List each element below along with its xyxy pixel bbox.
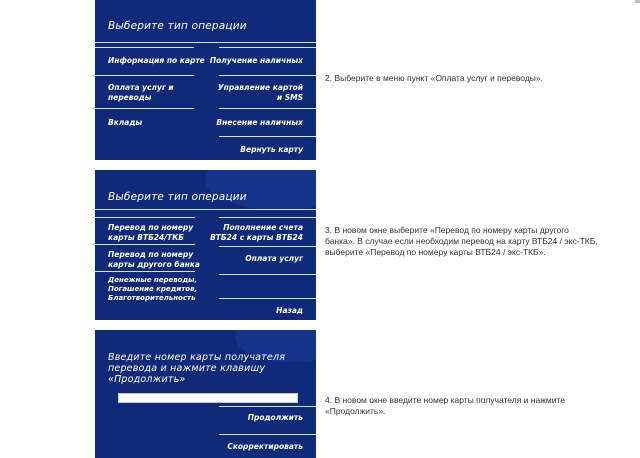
back-button[interactable]: Назад [276,306,303,315]
screen-title: Выберите тип операции [108,191,247,203]
divider [219,47,316,48]
screen-title: Введите номер карты получателя перевода и нажмите клавишу «Продолжить» [108,352,286,385]
divider [95,209,316,210]
top-edge-mark [635,0,640,3]
transfer-vtb24-card-button[interactable]: Перевод по номеру карты ВТБ24/ТКБ [108,223,194,242]
atm-screen-payment-type [95,170,316,320]
return-card-button[interactable]: Вернуть карту [240,145,303,154]
divider [95,108,194,109]
divider [219,108,316,109]
continue-button[interactable]: Продолжить [247,413,303,422]
divider [219,75,316,76]
top-up-vtb24-account-button[interactable]: Пополнение счета ВТБ24 с карты ВТБ24 [210,223,303,242]
divider [95,271,195,272]
divider [95,244,195,245]
transfer-other-bank-card-button[interactable]: Перевод по номеру карты другого банка [108,250,200,269]
step4-description: 4. В новом окне введите номер карты получателя и нажмите «Продолжить». [325,395,565,416]
pay-services-button[interactable]: Оплата услуг [245,254,303,263]
atm-screen-card-number [95,330,316,458]
card-sms-management-button[interactable]: Управление картой и SMS [217,83,303,102]
step2-description: 2. Выберите в меню пункт «Оплата услуг и переводы». [325,73,544,83]
divider [219,217,316,218]
deposits-button[interactable]: Вклады [108,118,143,127]
background-blob [205,170,316,210]
screen-title: Выберите тип операции [108,20,247,32]
correct-button[interactable]: Скорректировать [227,442,303,451]
info-card-button[interactable]: Информация по карте [108,56,205,65]
money-transfers-loans-charity-button[interactable]: Денежные переводы, Погашение кредитов, Благотворительность [108,276,198,302]
divider [219,406,316,407]
step3-description: 3. В новом окне выберите «Перевод по номеру карты другого банка». В случае если необходим перевод на карту ВТБ24 / экс-ТКБ, выберите «Перевод по номеру карты ВТБ24 / экс-ТКБ». [325,225,598,257]
cash-withdrawal-button[interactable]: Получение наличных [209,56,303,65]
card-number-input[interactable] [118,393,298,403]
divider [95,47,194,48]
divider [95,75,194,76]
divider [219,274,316,275]
divider [219,246,316,247]
divider [95,217,195,218]
divider [219,136,316,137]
pay-transfer-button[interactable]: Оплата услуг и переводы [108,83,174,102]
atm-screen-operation-type [95,0,316,160]
divider [219,434,316,435]
divider [219,298,316,299]
cash-deposit-button[interactable]: Внесение наличных [216,118,303,127]
divider [95,42,316,43]
